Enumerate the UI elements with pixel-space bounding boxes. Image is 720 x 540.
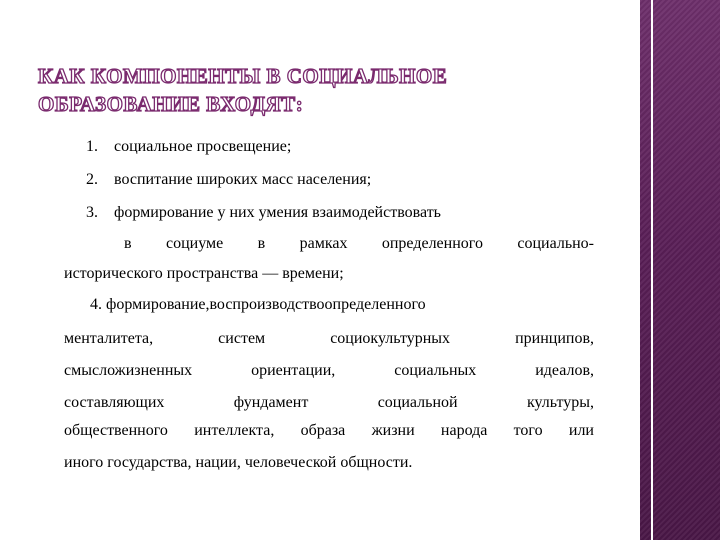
slide-title	[38, 62, 598, 118]
item-3-continuation-line-2: исторического пространства — времени;	[64, 265, 344, 282]
title-line-1: КАК КОМПОНЕНТЫ В СОЦИАЛЬНОЕ	[38, 64, 448, 88]
list-item-3: 3. формирование у них умения взаимодействовать	[86, 204, 441, 221]
paragraph-line-3: составляющих фундамент социальной культуры,	[64, 394, 594, 411]
paragraph-line-4: общественного интеллекта, образа жизни народа того или	[64, 422, 594, 439]
decorative-divider-line	[651, 0, 653, 540]
paragraph-line-2: смысложизненных ориентации, социальных идеалов,	[64, 362, 594, 379]
list-item-2: 2. воспитание широких масс населения;	[86, 171, 372, 188]
list-item-1: 1. социальное просвещение;	[86, 138, 292, 155]
list-item-4: 4. формирование,воспроизводствоопределенного	[90, 296, 426, 313]
paragraph-line-1: менталитета, систем социокультурных принципов,	[64, 330, 594, 347]
item-3-continuation-line-1: в социуме в рамках определенного социально-	[124, 235, 594, 252]
title-line-2: ОБРАЗОВАНИЕ ВХОДЯТ:	[38, 92, 304, 116]
paragraph-last-line: иного государства, нации, человеческой общности.	[64, 454, 413, 471]
